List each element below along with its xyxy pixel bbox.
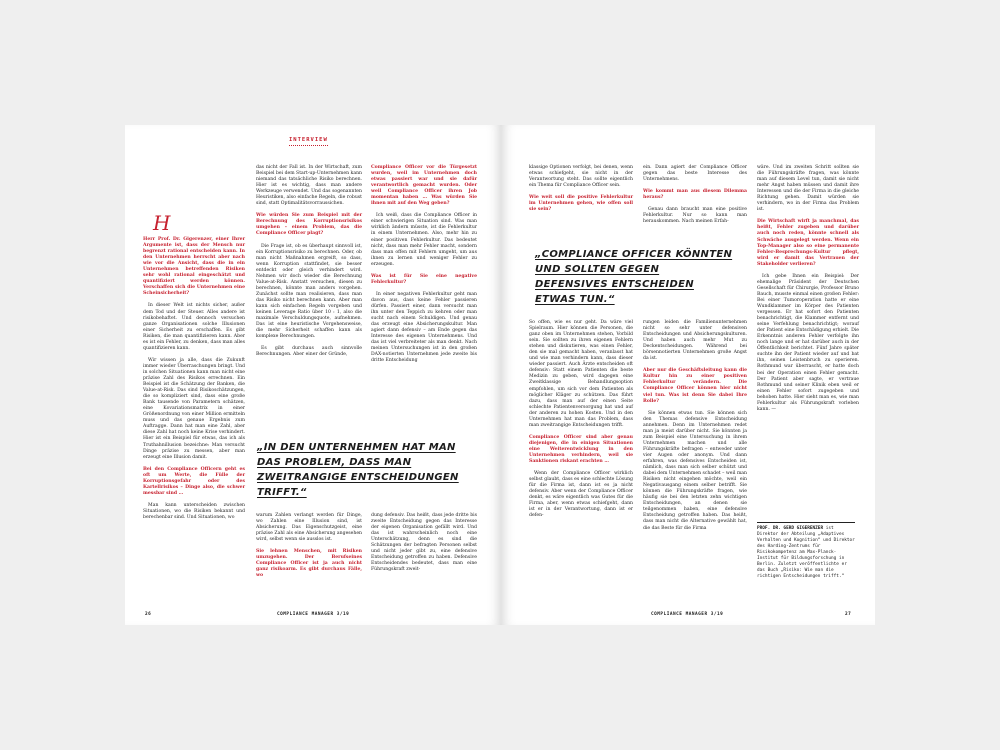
author-bio [757,522,855,580]
left-column-1 [143,145,245,615]
body-paragraph: Ich gebe Ihnen ein Beispiel: Der ehemalige Präsident der Deutschen Gesellschaft für Chirurgie, Professor Bruno Bauch, musste einmal einen großen Fehler: Bei einer Tumoroperation hatte er eine Wundklammer im Körper des Patienten vergessen. Er hat sofort den Patienten benachrichtigt, die Klammer entfernt und seine Verfehlung benachrichtigt; worauf der Patient eine Entschädigung erhielt. Die Erkenntnis anderen Fehler verfolgte ihn noch lange und er hat darüber auch in der Öffentlichkeit berichtet. Fünf Jahre später suchte ihn der Patient wieder auf und bat ihn, seinen Leistenbruch zu operieren. Rothmund war überrascht, er hatte doch bei der Operation einen Fehler gemacht. Der Patient aber sagte, er vertraue Rothmund und seiner Klinik eben weil er einen Fehler sofort zugegeben und behoben hatte. Hier sieht man es, wie man Fehlerkultur als Führungskraft vorleben kann. — [757,273,859,412]
drop-cap: H [153,211,171,235]
right-column-2 [643,165,747,225]
body-paragraph: warum Zahlen verlangt werden für Dinge, wo Zahlen eine Illusion sind, ist Absicherung. Das Eigenschutzgeist, eine präzise Zahl als eine Absicherung angesehen wird, selbst wenn sie ausslos ist. [256,513,362,543]
body-paragraph: Die Frage ist, ob es überhaupt sinnvoll ist, ein Korruptionsrisiko zu berechnen. Oder, ob man nicht Maßnahmen ergreift, so dass, wenn Korruption stattfindet, sie besser entdeckt oder gleich verhindert wird. Nehmen wir doch wieder die Berechnung Value-at-Risk. Anstatt versuchen, diesen zu berechnen, könnte man anders vorgehen. Zunächst sollte man realisieren, dass man das Risiko nicht berechnen kann. Aber man kann sich einfachen Regeln vorgeben und keinen Leverage Ratio über 10 : 1, also die maximale Verschuldungsquote, aufnehmen. Das ist eine heuristische Vorgehensweise, die mehr Sicherheit schaffen kann als komplexe Berechnungen. [256,243,362,340]
right-column-2-bottom [643,320,747,615]
right-column-1 [529,165,633,225]
interview-question: Wie würden Sie zum Beispiel mit der Berechnung des Korruptionsrisikos umgehen – einem Problem, das die Compliance Officer plagt? [256,213,362,237]
right-column-1-bottom [529,320,633,615]
body-paragraph: ein. Dann agiert der Compliance Officer gegen das beste Interesse des Unternehmens. [643,165,747,183]
interview-question: Bei den Compliance Officern geht es oft um Werte, die Fülle der Korruptionsgefahr oder des Kartellrisikos – Dinge also, die schwer messbar sind … [143,466,245,496]
left-column-3 [371,165,477,455]
pull-quote: „IN DEN UNTERNEHMEN HAT MAN DAS PROBLEM, DASS MAN ZWEITRANGIGE ENTSCHEIDUNGEN TRIFFT.“ [257,442,459,498]
body-paragraph: Genau dann braucht man eine positive Fehlerkultur. Nur so kann man herauskommen. Nach meinen Erfah- [643,207,747,225]
interview-question: Compliance Officer sind aber genau diejenigen, die in einigen Situationen eine Weiterentwicklung in den Unternehmen verhindern, weil sie Sanktionen riskant erachten … [529,434,633,465]
body-paragraph: Ich weiß, dass die Compliance Officer in einer schwierigen Situation sind. Was man wirklich ändern müsste, ist die Fehlerkultur in einem Unternehmen. Also, mehr hin zu einer positiven Fehlerkultur. Das bedeutet nicht, dass man mehr Fehler macht, sondern dass man offen mit Fehlern umgeht, um aus ihnen zu lernen und weniger Fehler zu erzeugen. [371,213,477,267]
interview-question: Sie lehnen Menschen, mit Risiken umzugehen. Der Berufseines Compliance Officer ist ja auch nicht ganz risikoarm. Es gibt durchaus Fälle, wo [256,549,362,579]
body-paragraph: Sie können etwas tun. Sie können sich den Themas defensive Entscheidung annehmen. Denn im Unternehmen redet man ja meist darüber nicht. Sie könnten ja zum Beispiel eine Untersuchung in ihrem Unternehmen machen und alle Führungskräfte befragen – entweder unter vier Augen oder anonym. Und dann erfahren, was defensives Entscheiden ist, nämlich, dass man sich selber schützt und dabei dem Unternehmen schadet – weil man Risiken nicht eingehen möchte, weil ein Negativausgang einem selber betrifft. Sie können die Führungskräfte fragen, wie häufig sie bei den letzten zehn wichtigen Entscheidungen, an denen sie teilgenommen haben, eine defensive Entscheidung getroffen haben. Das heißt, dass man nicht die Alternative gewählt hat, die das Beste für die Firma [643,410,747,531]
page-number: 26 [145,612,152,617]
body-paragraph: In dieser Welt ist nichts sicher, außer dem Tod und der Steuer. Alles andere ist risikobehaftet. Und dennoch versuchen ganze Organisationen solche Illusionen einer Sicherheit zu erschaffen. Es gibt Risiken, die man quantifizieren kann. Aber es ist ein Fehler, zu denken, dass man alles quantifizieren kann. [143,303,245,351]
interview-question: Herr Prof. Dr. Gigerenzer, einer Ihrer Argumente ist, dass der Mensch nur begrenzt rational entscheiden kann. In den Unternehmen herrscht aber nach wie vor die Ansicht, dass die in ein Unternehmen betreffenden Risiken sehr wohl rational eingeschätzt und quantifiziert werden können. Verschaffen sich die Unternehmen eine Scheinsicherheit? [143,237,245,297]
left-column-3-bottom [371,513,477,613]
right-column-3 [757,165,859,505]
body-paragraph: Wir wissen ja alle, dass die Zukunft immer wieder Überraschungen bringt. Und in solchen Situationen kann man nicht eine präzise Zahl des Risikos errechnen. Ein Beispiel ist die Schätzung der Banken, die Value-at-Risk. Das sind Risikoschätzungen, die so kompliziert sind, dass eine große Bank tausende von Parametern schätzen, eine Kovariationsmatrix in einer Größenordnung von einer Million ermitteln muss und das genaue Ergebnis zum Auftragge. Dann hat man eine Zahl, aber diese Zahl hat noch keine Krise verhindert. Hier ist ein Beispiel für etwas, das ich als Truthahnillusion bezeichne: Man versucht Dinge präzise zu messen, aber man erzeugt eine Illusion damit. [143,357,245,460]
interview-question: Was ist für Sie eine negative Fehlerkultur? [371,273,477,285]
body-paragraph: rungen leiden die Familienunternehmen nicht so sehr unter defensiven Entscheidungen und Absicherungskulturen. Und haben auch mehr Mut zu Deckentscheidungen. Während bei börsennotierten Unternehmen große Angst da ist. [643,320,747,362]
right-page [501,125,875,625]
body-paragraph: klassige Optionen verfolgt, bei denen, wenn etwas schiefgeht, sie nicht in der Verantwortung steht. Das sollte eigentlich ein Thema für Compliance Officer sein. [529,165,633,189]
bio-text: ist Direktor der Abteilung „Adaptives Verhalten und Kognition“ und Direktor des Harding-Zentrums für Risikokompetenz am Max-Planck-Institut für Bildungsforschung in Berlin. Zuletzt veröffentlichte er das Buch „Risiko: Wie man die richtigen Entscheidungen trifft.“ [757,526,855,579]
interview-question: Wie kommt man aus diesem Dilemma heraus? [643,189,747,201]
body-paragraph: In einer negativen Fehlerkultur geht man davon aus, dass keine Fehler passieren dürfen. Passiert einer, dann versucht man ihn unter den Teppich zu kehren oder man sucht nach einem Schuldigen. Und genau das erzeugt eine Absicherungskultur. Man agiert dann defensiv – am Ende gegen das Interesse des eigenen Unternehmens. Und das ist viel verbreiteter als man denkt. Nach meinen Untersuchungen ist in den großen DAX-notierten Unternehmen jede zweite bis dritte Entscheidung [371,291,477,364]
interview-question: Compliance Officer vor die Türgesetzt wurden, weil im Unternehmen doch etwas passiert war und sie dafür verantwortlich gemacht wurden. Oder weil Compliance Officer ihren Job momentan haben … Was würden Sie ihnen mit auf den Weg geben? [371,165,477,207]
body-paragraph: Man kann unterscheiden zwischen Situationen, wo die Risiken bekannt und berechenbar sind. Und Situationen, wo [143,502,245,520]
body-paragraph: So offen, wie es nur geht. Da wäre viel Spielraum. Hier können die Personen, die ganz oben im Unternehmen stehen, Vorbild sein. Sie sollten zu ihren eigenen Fehlern stehen und diskutieren, was einen Fehler, den sie mal gemacht haben, veranlasst hat und wie man verhindern kann, dass dieser wieder passiert. Auch Ärzte entscheiden oft defensiv: Statt einem Patienten die beste Medizin zu geben, wird dagegen eine Zweitklassige Behandlungsoption empfohlen, um sich vor dem Patienten als möglicher Kläger zu schützen. Das führt dazu, dass man auf der einen Seite schlechte Patientenversorgung hat und auf der anderen zu hohen Kosten. Und in den Unternehmen hat man das Problem, dass man zweitrangige Entscheidungen trifft. [529,320,633,428]
interview-question: Aber nur die Geschäftsleitung kann die Kultur hin zu einer positiven Fehlerkultur verändern. Die Compliance Officer können hier nicht viel tun. Was ist denn Sie dabei Ihre Rolle? [643,368,747,404]
page-number: 27 [845,612,852,617]
body-paragraph: Wenn der Compliance Officer wirklich selbst glaubt, dass es eine schlechte Lösung für die Firma ist, dann ist es ja nicht defensiv. Aber wenn der Compliance Officer denkt, es wäre eigentlich was Gutes für die Firma, aber, wenn etwas schiefgeht, dann ist er in der Verantwortung, dann ist er defen- [529,471,633,519]
pull-quote: „COMPLIANCE OFFICER KÖNNTEN UND SOLLTEN GEGEN DEFENSIVES ENTSCHEIDEN ETWAS TUN.“ [535,249,733,305]
interview-question: Wie weit soll die positive Fehlerkultur im Unternehmen gehen, wie offen soll sie sein? [529,195,633,213]
interview-question: Die Wirtschaft wirft ja manchmal, das heißt, Fehler zugeben und darüber auch noch reden, könnte schnell als Schwäche ausgelegt werden. Wenn ein Top-Manager also so eine permanente Fehler-Besprechungs-Kultur pflegt, wird er damit das Vertrauen der Stakeholder verlieren? [757,219,859,267]
body-paragraph: das nicht der Fall ist. In der Wirtschaft, zum Beispiel bei dem Start-up-Unternehmen kann niemand das tatsächliche Risiko berechnen. Hier ist es wichtig, dass man andere Werkzeuge verwendet. Und das sogenannten Heuristiken, also einfache Regeln, die robust sind, statt Optimalitätsvorraussichen. [256,165,362,207]
left-column-2-bottom [256,513,362,613]
issue-label: COMPLIANCE MANAGER 3/19 [651,612,724,617]
section-kicker: INTERVIEW [289,137,328,146]
body-paragraph: dung defensiv. Das heißt, dass jede dritte bis zweite Entscheidung gegen das Interesse der eigenen Organisation gefällt wird. Und das ist wahrscheinlich noch eine Unterschätzung, denn es sind die Schätzungen der befragten Personen selbst und nicht jeder gibt zu, eine defensive Entscheidung getroffen zu haben. Defensive Entscheidendes bedeutet, dass man eine Führungskraft zweit- [371,513,477,573]
issue-label: COMPLIANCE MANAGER 3/19 [277,612,350,617]
left-page [125,125,501,625]
left-column-2 [256,165,362,455]
body-paragraph: wäre. Und im zweiten Schritt sollten sie die Führungskräfte fragen, was könnte man auf diesem Level tun, damit sie nicht mehr Angst haben müssen und damit ihre Interessen und die der Firma in die gleiche Richtung gehen. Damit würden sie verhindern, wo in der Firma das Problem ist. [757,165,859,213]
body-paragraph: Es gibt durchaus auch sinnvolle Berechnungen. Aber einer der Gründe, [256,346,362,358]
bio-name: PROF. DR. GERD GIGERENZER [757,526,824,531]
